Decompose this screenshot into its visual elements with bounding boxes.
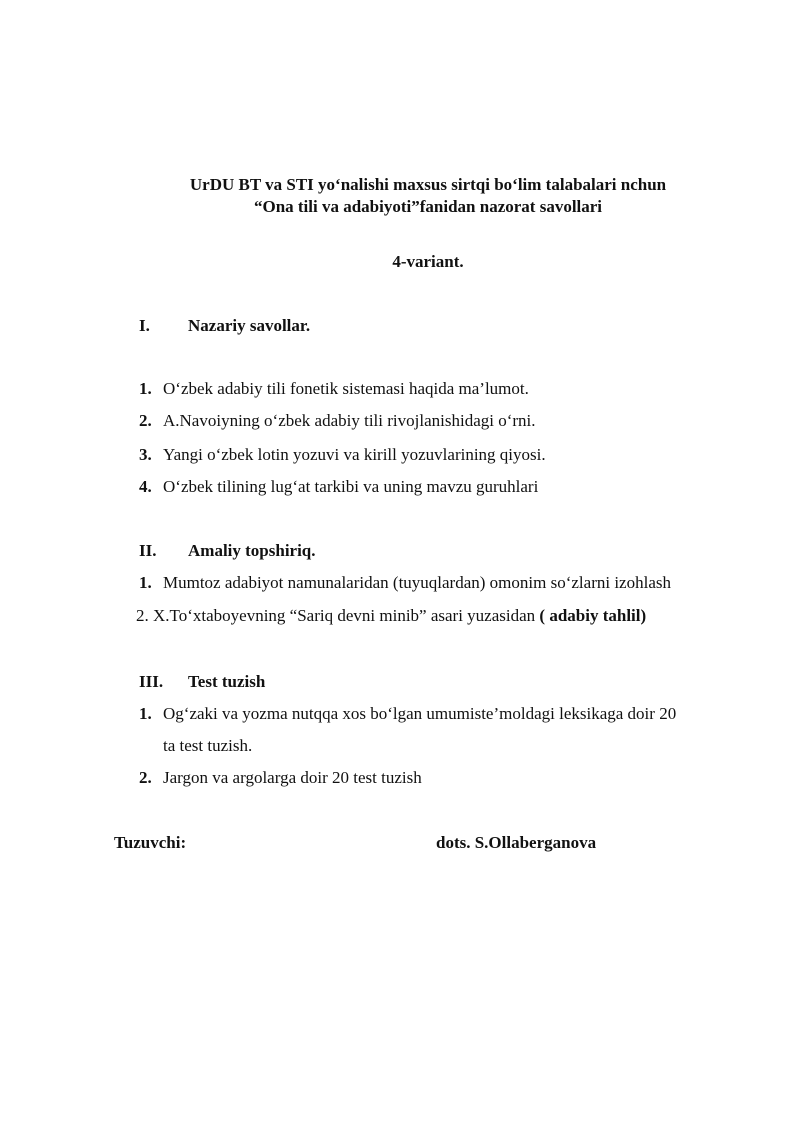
item-text: Og‘zaki va yozma nutqqa xos bo‘lgan umumiste’moldagi leksikaga doir 20 bbox=[163, 704, 677, 723]
author-name: dots. S.Ollaberganova bbox=[436, 833, 597, 852]
item-text: O‘zbek adabiy tili fonetik sistemasi haqida ma’lumot. bbox=[163, 379, 529, 398]
variant-label: 4-variant. bbox=[392, 252, 464, 271]
section-3-number: III. bbox=[139, 672, 164, 691]
item-text: Jargon va argolarga doir 20 test tuzish bbox=[163, 768, 422, 787]
item-number: 2. bbox=[139, 768, 152, 787]
item-text: Mumtoz adabiyot namunalaridan (tuyuqlardan) omonim so‘zlarni izohlash bbox=[163, 573, 671, 592]
section-1-item-2 bbox=[139, 411, 536, 431]
section-3-title: Test tuzish bbox=[188, 672, 266, 691]
item-text: 2. X.To‘xtaboyevning “Sariq devni minib” asari yuzasidan bbox=[136, 606, 540, 625]
section-2-item-2 bbox=[136, 606, 646, 626]
item-number: 4. bbox=[139, 477, 152, 496]
item-text: A.Navoiyning o‘zbek adabiy tili rivojlanishidagi o‘rni. bbox=[163, 411, 536, 430]
item-number: 2. bbox=[139, 411, 152, 430]
item-number: 1. bbox=[139, 573, 152, 592]
author-label: Tuzuvchi: bbox=[114, 833, 187, 852]
item-text: Yangi o‘zbek lotin yozuvi va kirill yozuvlarining qiyosi. bbox=[163, 445, 546, 464]
item-number: 3. bbox=[139, 445, 152, 464]
document-title-line1: UrDU BT va STI yo‘nalishi maxsus sirtqi bo‘lim talabalari nchun bbox=[189, 175, 667, 194]
section-1-number: I. bbox=[139, 316, 150, 335]
document-title-line2: “Ona tili va adabiyoti”fanidan nazorat savollari bbox=[253, 197, 603, 216]
item-text: O‘zbek tilining lug‘at tarkibi va uning mavzu guruhlari bbox=[163, 477, 539, 496]
section-1-item-1 bbox=[139, 379, 529, 399]
section-3-item-1 bbox=[139, 704, 676, 724]
section-2-title: Amaliy topshiriq. bbox=[188, 541, 316, 560]
section-3-item-1-continuation: ta test tuzish. bbox=[163, 736, 253, 755]
section-1-title: Nazariy savollar. bbox=[188, 316, 311, 335]
item-number: 1. bbox=[139, 379, 152, 398]
section-2-item-1 bbox=[139, 573, 671, 593]
section-1-item-3 bbox=[139, 445, 546, 465]
section-3-item-2 bbox=[139, 768, 422, 788]
section-2-number: II. bbox=[139, 541, 157, 560]
item-number: 1. bbox=[139, 704, 152, 723]
item-emphasis: ( adabiy tahlil) bbox=[539, 606, 647, 625]
section-1-item-4 bbox=[139, 477, 538, 497]
